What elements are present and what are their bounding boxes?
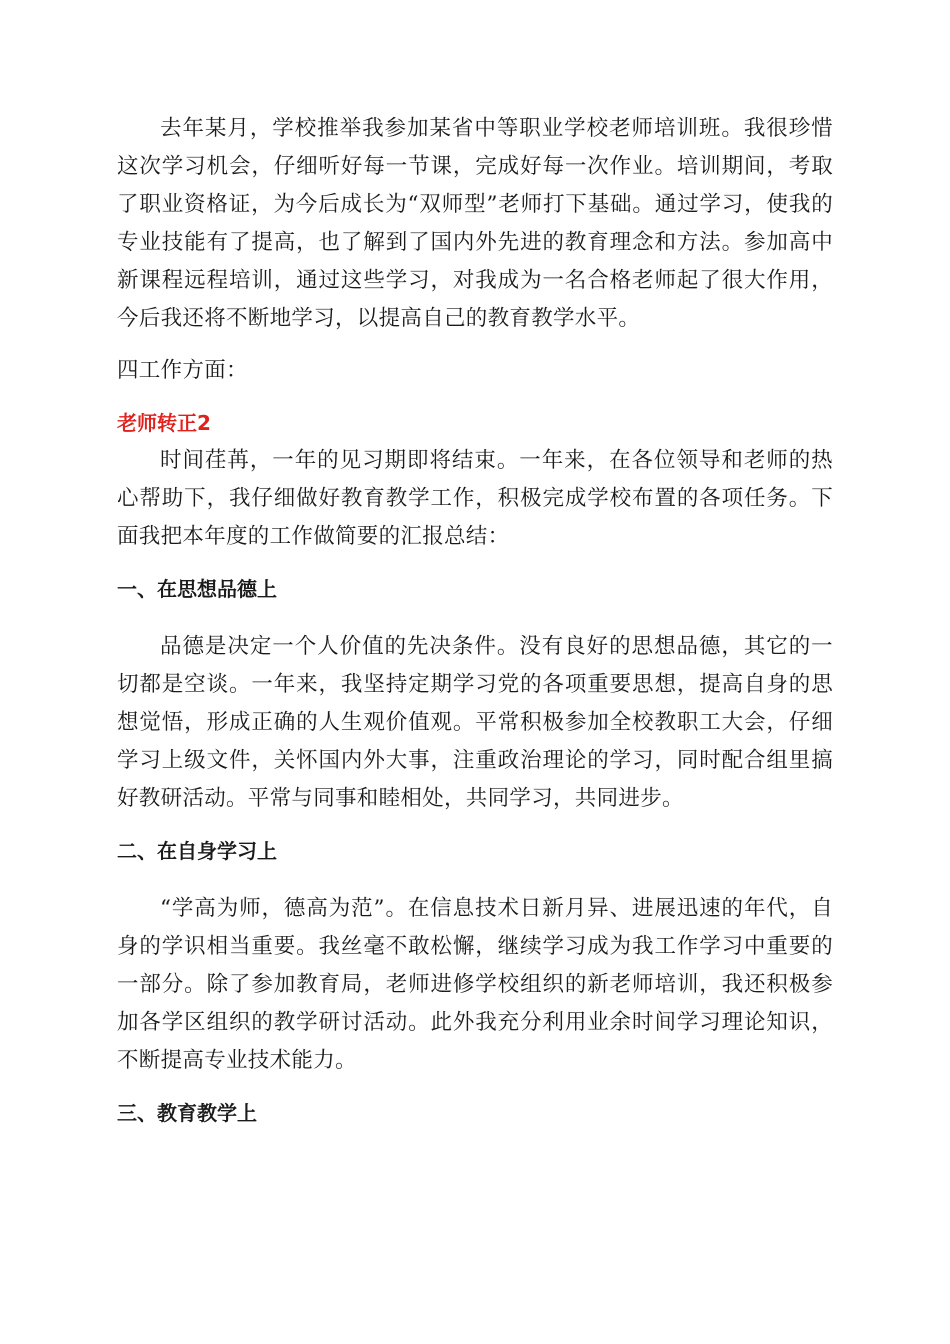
spacer bbox=[117, 390, 833, 404]
section-title: 老师转正2 bbox=[117, 411, 211, 435]
paragraph-self-study: “学高为师，德高为范”。在信息技术日新月异、进展迅速的年代，自身的学识相当重要。我丝毫不敢松懈，继续学习成为我工作学习中重要的一部分。除了参加教育局，老师进修学校组织的新老师培训，我还积极参加各学区组织的教学研讨活动。此外我充分利用业余时间学习理论知识，不断提高专业技术能力。 bbox=[117, 896, 833, 1073]
paragraph-work-aspect: 四工作方面： bbox=[117, 358, 248, 383]
heading-self-study: 二、在自身学习上 bbox=[117, 839, 277, 863]
spacer bbox=[117, 818, 833, 832]
heading-teaching: 三、教育教学上 bbox=[117, 1101, 257, 1125]
document-page bbox=[117, 110, 833, 1132]
paragraph-training: 去年某月，学校推举我参加某省中等职业学校老师培训班。我很珍惜这次学习机会，仔细听好每一节课，完成好每一次作业。培训期间，考取了职业资格证，为今后成长为“双师型”老师打下基础。通过学习，使我的专业技能有了提高，也了解到了国内外先进的教育理念和方法。参加高中新课程远程培训，通过这些学习，对我成为一名合格老师起了很大作用，今后我还将不断地学习，以提高自己的教育教学水平。 bbox=[117, 116, 833, 331]
spacer bbox=[117, 1080, 833, 1094]
spacer bbox=[117, 338, 833, 352]
spacer bbox=[117, 870, 833, 890]
spacer bbox=[117, 556, 833, 570]
paragraph-intro: 时间荏苒，一年的见习期即将结束。一年来，在各位领导和老师的热心帮助下，我仔细做好教育教学工作，积极完成学校布置的各项任务。下面我把本年度的工作做简要的汇报总结： bbox=[117, 448, 833, 549]
heading-moral: 一、在思想品德上 bbox=[117, 577, 277, 601]
paragraph-moral: 品德是决定一个人价值的先决条件。没有良好的思想品德，其它的一切都是空谈。一年来，我坚持定期学习党的各项重要思想，提高自身的思想觉悟，形成正确的人生观价值观。平常积极参加全校教职工大会，仔细学习上级文件，关怀国内外大事，注重政治理论的学习，同时配合组里搞好教研活动。平常与同事和睦相处，共同学习，共同进步。 bbox=[117, 634, 833, 811]
spacer bbox=[117, 608, 833, 628]
